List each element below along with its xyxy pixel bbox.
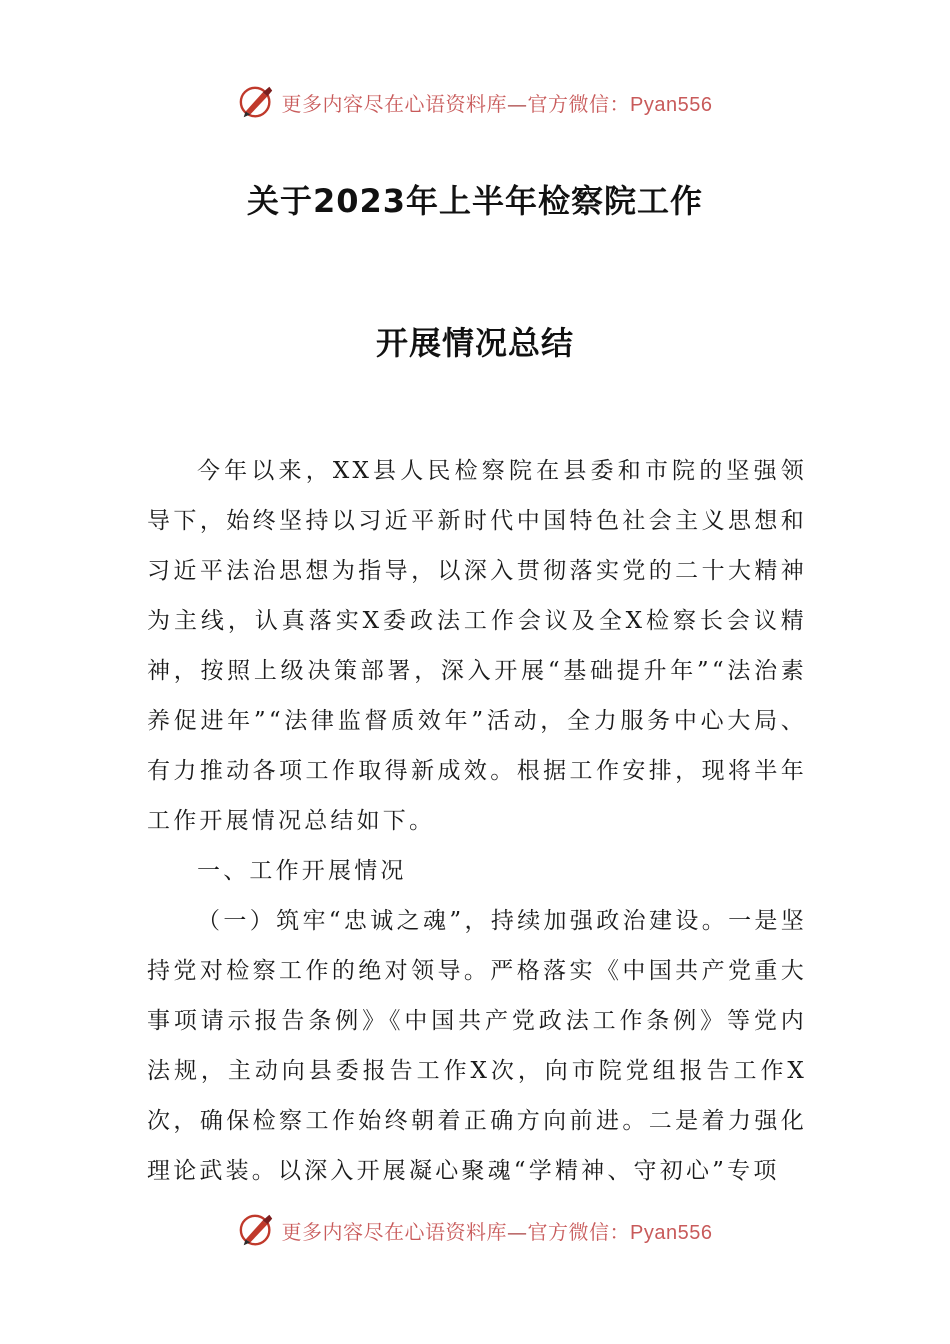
- paragraph-section-1: （一）筑牢“忠诚之魂”，持续加强政治建设。一是坚持党对检察工作的绝对领导。严格落实《中国共产党重大事项请示报告条例》《中国共产党政法工作条例》等党内法规，主动向县委报告工作X次，向市院党组报告工作X次，确保检察工作始终朝着正确方向前进。二是着力强化理论武装。以深入开展凝心聚魂“学精神、守初心”专项: [147, 908, 807, 1184]
- pen-logo-icon: [238, 1211, 276, 1249]
- paragraph-intro: 今年以来，XX县人民检察院在县委和市院的坚强领导下，始终坚持以习近平新时代中国特色社会主义思想和习近平法治思想为指导，以深入贯彻落实党的二十大精神为主线，认真落实X委政法工作会议及全X检察长会议精神，按照上级决策部署，深入开展“基础提升年”“法治素养促进年”“法律监督质效年”活动，全力服务中心大局、有力推动各项工作取得新成效。根据工作安排，现将半年工作开展情况总结如下。: [147, 458, 807, 834]
- document-title-line1: 关于2023年上半年检察院工作: [246, 182, 704, 220]
- document-body: [147, 446, 807, 1196]
- watermark-text: 更多内容尽在心语资料库—官方微信：Pyan556: [281, 91, 713, 116]
- section-heading: 一、工作开展情况: [197, 858, 407, 884]
- pen-logo-icon: [238, 83, 276, 121]
- document-title-line2: 开展情况总结: [375, 324, 574, 362]
- watermark-banner-bottom: [0, 1208, 950, 1252]
- watermark-text: 更多内容尽在心语资料库—官方微信：Pyan556: [281, 1219, 713, 1244]
- watermark-banner-top: [0, 80, 950, 124]
